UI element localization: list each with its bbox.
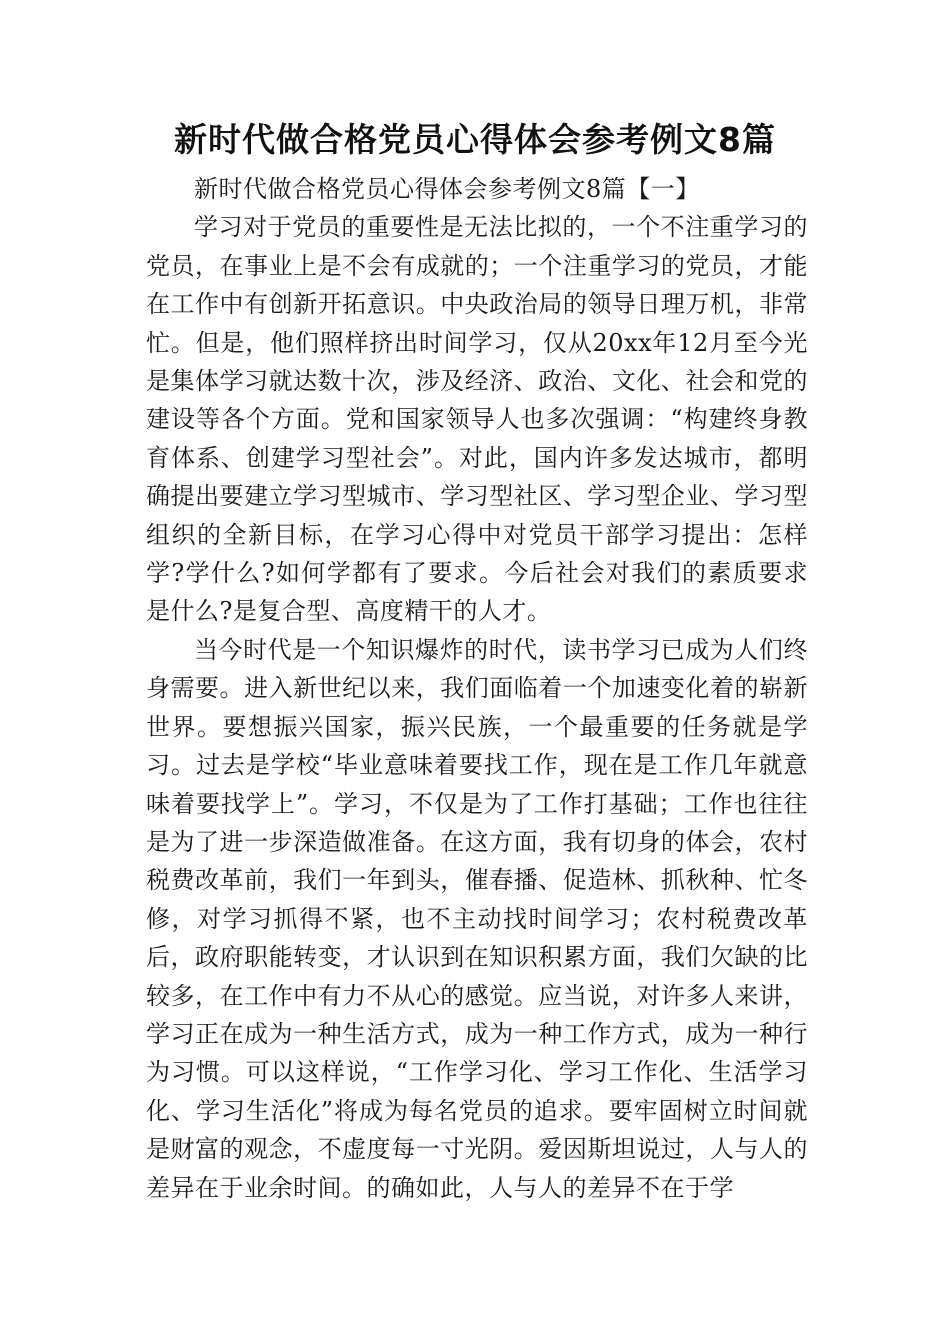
section-heading: 新时代做合格党员心得体会参考例文8篇【一】 bbox=[194, 175, 700, 203]
paragraph-1: 学习对于党员的重要性是无法比拟的，一个不注重学习的党员，在事业上是不会有成就的；一个注重学习的党员，才能在工作中有创新开拓意识。中央政治局的领导日理万机，非常忙。但是，他们照样挤出时间学习，仅从20xx年12月至今光是集体学习就达数十次，涉及经济、政治、文化、社会和党的建设等各个方面。党和国家领导人也多次强调：“构建终身教育体系、创建学习型社会”。对此，国内许多发达城市，都明确提出要建立学习型城市、学习型社区、学习型企业、学习型组织的全新目标，在学习心得中对党员干部学习提出：怎样学?学什么?如何学都有了要求。今后社会对我们的素质要求是什么?是复合型、高度精干的人才。 bbox=[146, 213, 808, 626]
paragraph-2: 当今时代是一个知识爆炸的时代，读书学习已成为人们终身需要。进入新世纪以来，我们面临着一个加速变化着的崭新世界。要想振兴国家，振兴民族，一个最重要的任务就是学习。过去是学校“毕业意味着要找工作，现在是工作几年就意味着要找学上”。学习，不仅是为了工作打基础；工作也往往是为了进一步深造做准备。在这方面，我有切身的体会，农村税费改革前，我们一年到头，催春播、促造林、抓秋种、忙冬修，对学习抓得不紧，也不主动找时间学习；农村税费改革后，政府职能转变，才认识到在知识积累方面，我们欠缺的比较多，在工作中有力不从心的感觉。应当说，对许多人来讲，学习正在成为一种生活方式，成为一种工作方式，成为一种行为习惯。可以这样说，“工作学习化、学习工作化、生活学习化、学习生活化”将成为每名党员的追求。要牢固树立时间就是财富的观念，不虚度每一寸光阴。爱因斯坦说过，人与人的差异在于业余时间。的确如此，人与人的差异不在于学 bbox=[146, 635, 808, 1202]
document-body bbox=[146, 170, 808, 1207]
document-title: 新时代做合格党员心得体会参考例文8篇 bbox=[174, 120, 776, 159]
